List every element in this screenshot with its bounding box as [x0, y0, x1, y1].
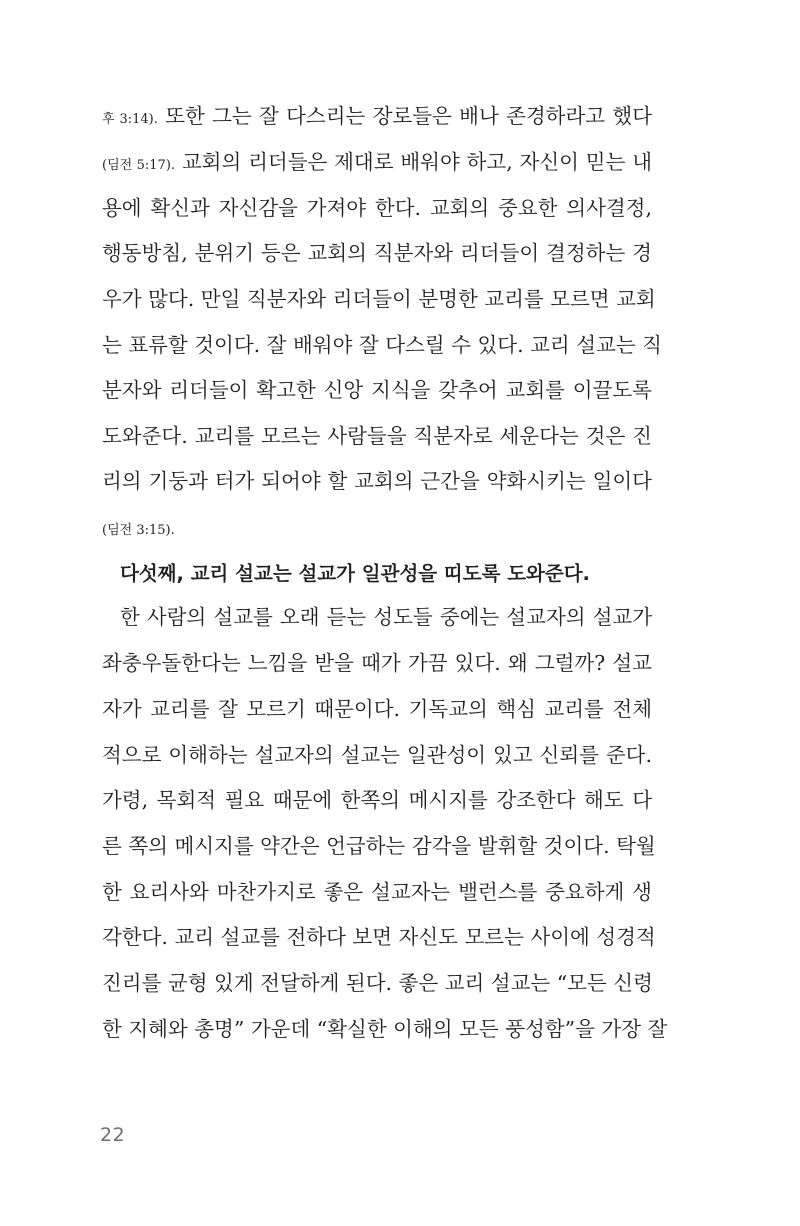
text-line [102, 512, 652, 542]
page-number: 22 [100, 1124, 126, 1146]
text-line: 용에 확신과 자신감을 가져야 한다. 교회의 중요한 의사결정, [102, 196, 652, 220]
text-line [102, 101, 652, 131]
text-line: 분자와 리더들이 확고한 신앙 지식을 갖추어 교회를 이끌도록 [102, 378, 652, 402]
text-line: 른 쪽의 메시지를 약간은 언급하는 감각을 발휘할 것이다. 탁월 [102, 834, 656, 858]
text-segment: 교회의 리더들은 제대로 배워야 하고, 자신이 믿는 내 [175, 150, 652, 174]
scripture-reference: 후 3:14). [102, 112, 158, 127]
text-line: 행동방침, 분위기 등은 교회의 직분자와 리더들이 결정하는 경 [102, 241, 652, 265]
text-line: 한 요리사와 마찬가지로 좋은 설교자는 밸런스를 중요하게 생 [102, 880, 652, 904]
text-line: 도와준다. 교리를 모르는 사람들을 직분자로 세운다는 것은 진 [102, 424, 652, 448]
text-line: 우가 많다. 만일 직분자와 리더들이 분명한 교리를 모르면 교회 [102, 287, 656, 311]
scripture-reference: (딤전 3:15). [102, 523, 175, 538]
text-line: 각한다. 교리 설교를 전하다 보면 자신도 모르는 사이에 성경적 [102, 925, 656, 949]
text-line: 한 지혜와 총명” 가운데 “확실한 이해의 모든 풍성함”을 가장 잘 [102, 1017, 668, 1041]
text-line: 한 사람의 설교를 오래 듣는 성도들 중에는 설교자의 설교가 [120, 605, 652, 629]
text-segment: 또한 그는 잘 다스리는 장로들은 배나 존경하라고 했다 [157, 104, 653, 128]
scripture-reference: (딤전 5:17). [102, 158, 176, 173]
text-line: 가령, 목회적 필요 때문에 한쪽의 메시지를 강조한다 해도 다 [102, 788, 652, 812]
section-heading: 다섯째, 교리 설교는 설교가 일관성을 띠도록 도와준다. [120, 562, 590, 585]
text-line: 적으로 이해하는 설교자의 설교는 일관성이 있고 신뢰를 준다. [102, 743, 652, 767]
text-line: 리의 기둥과 터가 되어야 할 교회의 근간을 약화시키는 일이다 [102, 469, 652, 493]
text-line: 좌충우돌한다는 느낌을 받을 때가 가끔 있다. 왜 그럴까? 설교 [102, 651, 652, 675]
text-line: 는 표류할 것이다. 잘 배워야 잘 다스릴 수 있다. 교리 설교는 직 [102, 333, 662, 357]
text-line: 자가 교리를 잘 모르기 때문이다. 기독교의 핵심 교리를 전체 [102, 697, 652, 721]
text-line: 진리를 균형 있게 전달하게 된다. 좋은 교리 설교는 “모든 신령 [102, 971, 653, 995]
text-line [102, 147, 652, 177]
